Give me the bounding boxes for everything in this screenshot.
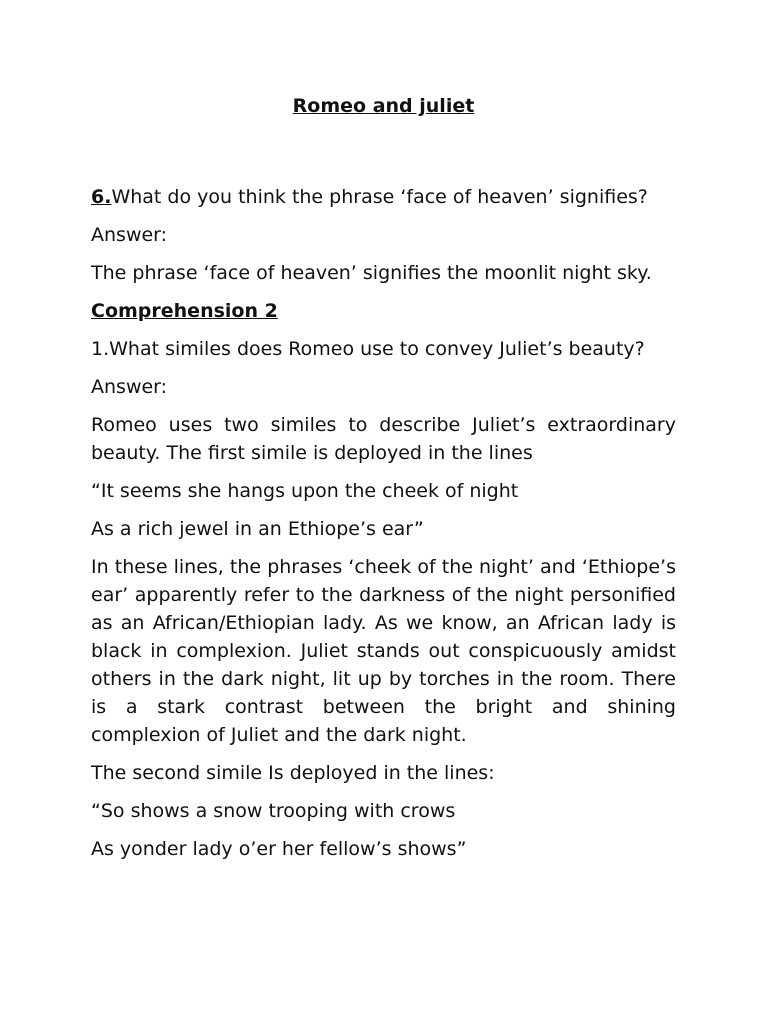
quote-line: As a rich jewel in an Ethiope’s ear” [91, 518, 424, 540]
quote-line: “It seems she hangs upon the cheek of night [91, 480, 519, 502]
quote-line: As yonder lady o’er her fellow’s shows” [91, 838, 467, 860]
explanation-paragraph: In these lines, the phrases ‘cheek of the night’ and ‘Ethiope’s ear’ apparently refer to the darkness of the night personified as an African/Ethiopian lady. As we know, an African lady is black in complexion. Juliet stands out conspicuously amidst others in the dark night, lit up by torches in the room. There is a stark contrast between the bright and shining complexion of Juliet and the dark night. [91, 556, 676, 746]
question-6 [91, 183, 676, 211]
answer-intro: Romeo uses two similes to describe Juliet’s extraordinary beauty. The first simile is deployed in the lines [91, 414, 676, 464]
document-title: Romeo and juliet [292, 95, 475, 117]
answer-label: Answer: [91, 224, 168, 246]
question-1: 1.What similes does Romeo use to convey Juliet’s beauty? [91, 338, 645, 360]
question-6-text: What do you think the phrase ‘face of heaven’ signifies? [111, 186, 648, 208]
document-page [91, 92, 676, 873]
answer-6-text: The phrase ‘face of heaven’ signifies the moonlit night sky. [91, 262, 652, 284]
second-simile-intro: The second simile Is deployed in the lines: [91, 762, 495, 784]
question-number: 6. [91, 186, 112, 208]
section-heading: Comprehension 2 [91, 300, 278, 322]
quote-line: “So shows a snow trooping with crows [91, 800, 456, 822]
answer-label: Answer: [91, 376, 168, 398]
